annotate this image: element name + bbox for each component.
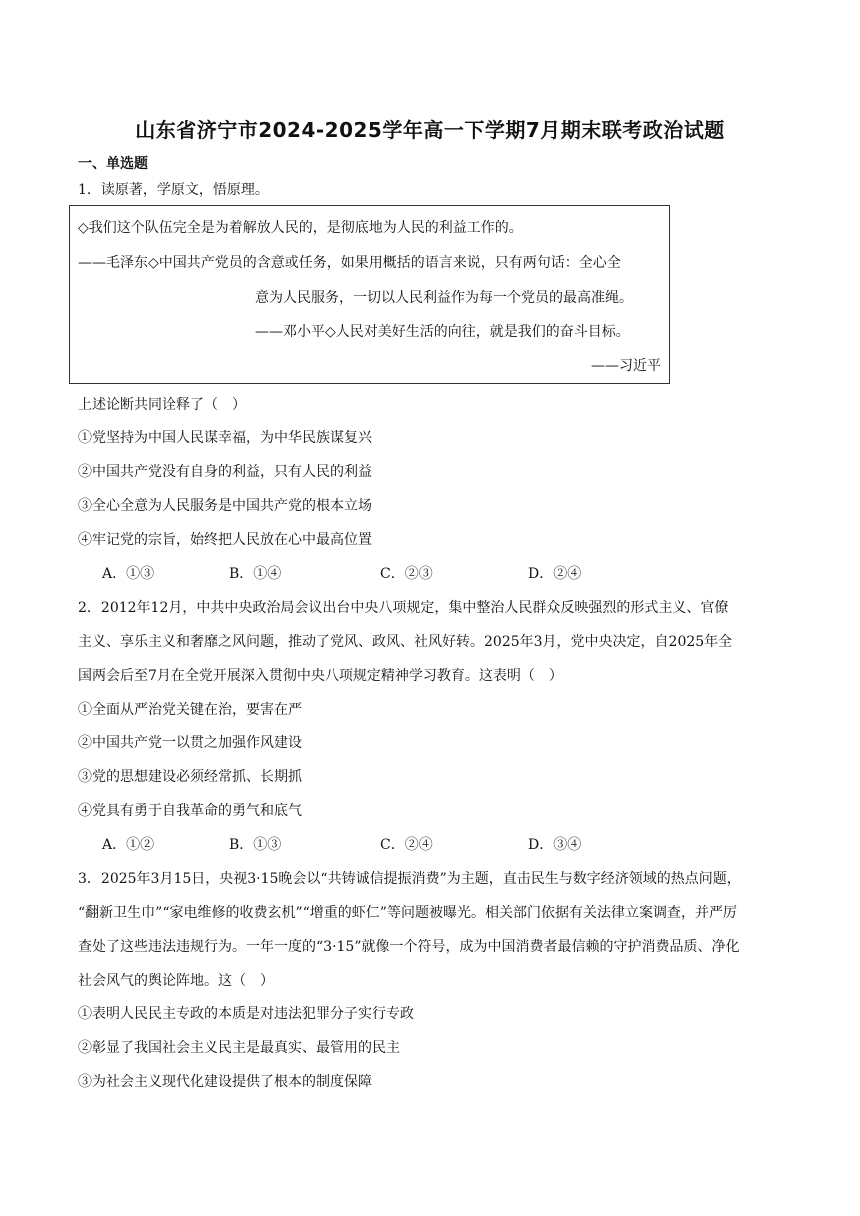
question-2-option-d[interactable]: D．③④ xyxy=(528,837,582,853)
question-3-stem-line: 社会风气的舆论阵地。这（ ） xyxy=(78,973,274,989)
quote-line-1: ◇我们这个队伍完全是为着解放人民的，是彻底地为人民的利益工作的。 xyxy=(78,220,523,236)
question-1-prompt: 上述论断共同诠释了（ ） xyxy=(78,397,246,413)
question-2-item: ①全面从严治党关键在治，要害在严 xyxy=(78,702,302,718)
question-3-item: ①表明人民民主专政的本质是对违法犯罪分子实行专政 xyxy=(78,1006,414,1022)
question-3-item: ③为社会主义现代化建设提供了根本的制度保障 xyxy=(78,1074,372,1090)
question-2-option-b[interactable]: B．①③ xyxy=(229,837,282,853)
question-1-option-a[interactable]: A．①③ xyxy=(102,566,155,582)
quote-line-4: ——邓小平◇人民对美好生活的向往，就是我们的奋斗目标。 xyxy=(255,324,630,340)
page-title: 山东省济宁市2024-2025学年高一下学期7月期末联考政治试题 xyxy=(135,118,725,142)
question-1-stem: 1．读原著，学原文，悟原理。 xyxy=(78,182,269,198)
question-2-option-a[interactable]: A．①② xyxy=(102,837,155,853)
quote-line-3: 意为人民服务，一切以人民利益作为每一个党员的最高准绳。 xyxy=(255,290,633,306)
question-1-option-c[interactable]: C．②③ xyxy=(380,566,433,582)
question-3-item: ②彰显了我国社会主义民主是最真实、最管用的民主 xyxy=(78,1040,400,1056)
question-1-item: ②中国共产党没有自身的利益，只有人民的利益 xyxy=(78,464,372,480)
question-2-item: ②中国共产党一以贯之加强作风建设 xyxy=(78,735,302,751)
question-2-item: ④党具有勇于自我革命的勇气和底气 xyxy=(78,803,302,819)
quote-line-5: ——习近平 xyxy=(591,358,661,374)
quote-box xyxy=(69,205,670,384)
question-2-stem-line: 主义、享乐主义和奢靡之风问题，推动了党风、政风、社风好转。2025年3月，党中央决定，自2025年全 xyxy=(78,634,733,650)
question-1-option-d[interactable]: D．②④ xyxy=(528,566,582,582)
question-2-option-c[interactable]: C．②④ xyxy=(380,837,433,853)
question-1-item: ③全心全意为人民服务是中国共产党的根本立场 xyxy=(78,498,372,514)
question-3-stem-line: 3．2025年3月15日，央视3·15晚会以“共铸诚信提振消费”为主题，直击民生与数字经济领域的热点问题， xyxy=(78,871,741,887)
question-1-item: ④牢记党的宗旨，始终把人民放在心中最高位置 xyxy=(78,532,372,548)
section-heading: 一、单选题 xyxy=(78,156,148,172)
question-3-stem-line: 查处了这些违法违规行为。一年一度的“3·15”就像一个符号，成为中国消费者最信赖的守护消费品质、净化 xyxy=(78,939,740,955)
question-2-stem-line: 国两会后至7月在全党开展深入贯彻中央八项规定精神学习教育。这表明（ ） xyxy=(78,668,563,684)
question-2-item: ③党的思想建设必须经常抓、长期抓 xyxy=(78,769,302,785)
question-1-option-b[interactable]: B．①④ xyxy=(229,566,282,582)
question-2-stem-line: 2．2012年12月，中共中央政治局会议出台中央八项规定，集中整治人民群众反映强烈的形式主义、官僚 xyxy=(78,600,729,616)
question-1-item: ①党坚持为中国人民谋幸福，为中华民族谋复兴 xyxy=(78,430,372,446)
quote-line-2: ——毛泽东◇中国共产党员的含意或任务，如果用概括的语言来说，只有两句话：全心全 xyxy=(78,255,621,271)
question-3-stem-line: “翻新卫生巾”“家电维修的收费玄机”“增重的虾仁”等问题被曝光。相关部门依据有关法律立案调查，并严厉 xyxy=(78,905,737,921)
